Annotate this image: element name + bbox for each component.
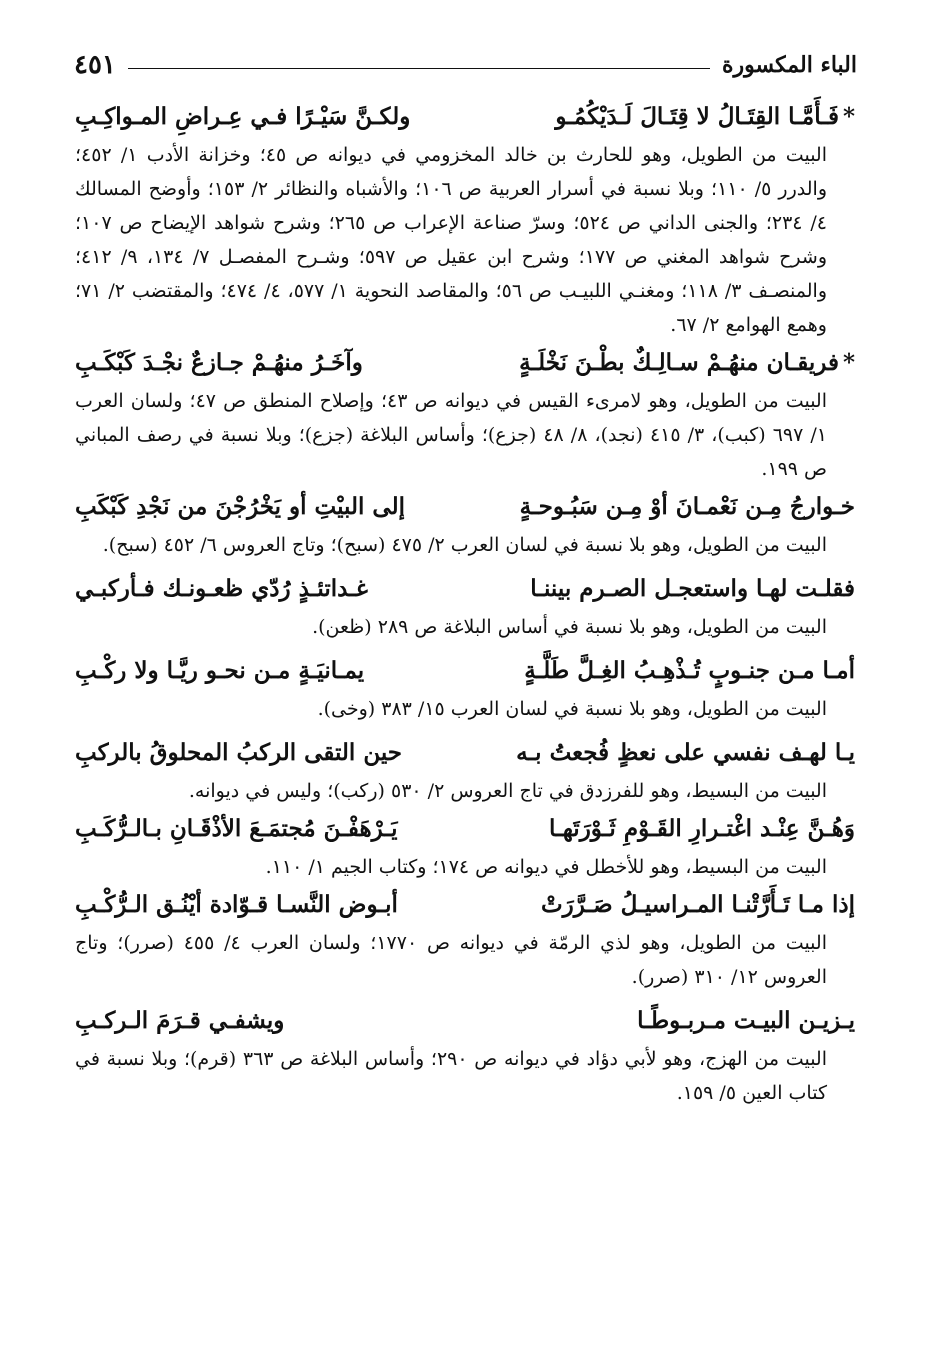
first-hemistich: فقلـت لهـا واستعجـل الصـرم بيننـا — [530, 575, 855, 602]
verse-line — [75, 650, 855, 692]
citation-note: البيت من البسيط، وهو للأخطل في ديوانه ص ١٧٤؛ وكتاب الجيم ١/ ١١٠. — [265, 856, 827, 878]
verse-star-marker: * — [842, 349, 855, 376]
verse-line — [75, 96, 855, 138]
first-hemistich: إذا مـا تَـأَرَّتْنـا المـراسيـلُ صَـرَّرَتْ — [540, 891, 855, 918]
first-hemistich: يـا لهـف نفسي على نعظٍ فُجعتُ بـه — [516, 739, 855, 766]
verse-entry — [75, 884, 855, 994]
citation-note: البيت من البسيط، وهو للفرزدق في تاج العروس ٢/ ٥٣٠ (ركب)؛ وليس في ديوانه. — [188, 780, 827, 802]
verse-line — [75, 884, 855, 926]
first-hemistich — [555, 96, 855, 138]
verse-entry — [75, 486, 855, 562]
page-content — [75, 96, 855, 1110]
verse-entry — [75, 96, 855, 342]
second-hemistich: حين التقى الركبُ المحلوقُ بالركبِ — [75, 739, 402, 766]
verse-line — [75, 568, 855, 610]
verse-line — [75, 808, 855, 850]
first-hemistich: خـوارجُ مِـن نَعْمـانَ أوْ مِـن سَبُـوحـةٍ — [519, 493, 855, 520]
second-hemistich: يمـانيَـةٍ مـن نحـو ريَّـا ولا ركْـبِ — [75, 657, 365, 684]
verse-line — [75, 732, 855, 774]
verse-entry — [75, 568, 855, 644]
verse-entry — [75, 650, 855, 726]
second-hemistich: يَـرْهَفْـنَ مُجتمَـعَ الأذْقَـانِ بـالـرُّكَـبِ — [75, 815, 398, 842]
second-hemistich: ويشفـي قـرَمَ الـركـبِ — [75, 1007, 285, 1034]
verse-line — [75, 342, 855, 384]
verse-entry — [75, 1000, 855, 1110]
verse-entry — [75, 342, 855, 486]
first-hemistich: وَهُـنَّ عِنْـد اغْتـرارِ القَـوْمِ ثَـوْرَتَهـا — [548, 815, 855, 842]
second-hemistich: ولكـنَّ سَيْـرًا فـي عِـراضِ المـواكِـبِ — [75, 103, 411, 130]
citation-note: البيت من الطويل، وهو لذي الرمّة في ديوانه ص ١٧٧٠؛ ولسان العرب ٤/ ٤٥٥ (صرر)؛ وتاج العروس ١٢/ ٣١٠ (صرر). — [75, 932, 827, 988]
verse-entry — [75, 808, 855, 884]
second-hemistich: إلى البيْتِ أو يَخْرُجْنَ من نَجْدِ كَبْكَبِ — [75, 493, 405, 520]
second-hemistich: غـداتئـذٍ رُدّي ظعـونـك فـأركبـي — [75, 575, 368, 602]
first-hemistich: يـزيـن البيـت مـربـوطًـا — [637, 1007, 855, 1034]
citation-note: البيت من الطويل، وهو بلا نسبة في لسان العرب ١٥/ ٣٨٣ (وخى). — [317, 698, 827, 720]
first-hemistich: أمـا مـن جنـوبٍ تُـذْهِـبُ الغِـلَّ طَلَّـةٍ — [524, 657, 855, 684]
page-header — [74, 44, 857, 86]
citation-note: البيت من الهزج، وهو لأبي دؤاد في ديوانه ص ٢٩٠؛ وأساس البلاغة ص ٣٦٣ (قرم)؛ وبلا نسبة في كتاب العين ٥/ ١٥٩. — [75, 1048, 827, 1104]
citation-note: البيت من الطويل، وهو لامرىء القيس في ديوانه ص ٤٣؛ وإصلاح المنطق ص ٤٧؛ ولسان العرب ١/ ٦٩٧ (كبب)، ٣/ ٤١٥ (نجد)، ٨/ ٤٨ (جزع)؛ وأساس البلاغة (جزع)؛ وبلا نسبة في رصف المباني ص ١٩٩. — [75, 390, 827, 480]
header-rule — [128, 68, 710, 69]
verse-entry — [75, 732, 855, 808]
verse-star-marker: * — [842, 103, 855, 130]
citation-note: البيت من الطويل، وهو بلا نسبة في لسان العرب ٢/ ٤٧٥ (سبح)؛ وتاج العروس ٦/ ٤٥٢ (سبح). — [102, 534, 827, 556]
first-hemistich — [519, 342, 855, 384]
verse-line — [75, 1000, 855, 1042]
citation-note: البيت من الطويل، وهو للحارث بن خالد المخزومي في ديوانه ص ٤٥؛ وخزانة الأدب ١/ ٤٥٢؛ والدرر ٥/ ١١٠؛ وبلا نسبة في أسرار العربية ص ١٠٦؛ والأشباه والنظائر ٢/ ١٥٣؛ وأوضح المسالك ٤/ ٢٣٤؛ والجنى الداني ص ٥٢٤؛ وسرّ صناعة الإعراب ص ٢٦٥؛ وشرح شواهد الإيضاح ص ١٠٧؛ وشرح شواهد المغني ص ١٧٧؛ وشرح ابن عقيل ص ٥٩٧؛ وشـرح المفصـل ٧/ ١٣٤، ٩/ ٤١٢؛ والمنصـف ٣/ ١١٨؛ ومغنـي اللبيـب ص ٥٦؛ والمقاصد النحوية ١/ ٥٧٧، ٤/ ٤٧٤؛ والمقتضب ٢/ ٧١؛ وهمع الهوامع ٢/ ٦٧. — [75, 144, 828, 336]
page-number: ٤٥١ — [74, 50, 116, 80]
verse-line — [75, 486, 855, 528]
first-hemistich-text: فَـأَمَّـا القِتَـالُ لا قِتَـالَ لَـدَيْكُمُـو — [555, 103, 839, 130]
second-hemistich: وآخَـرُ منهُـمْ جـازعٌ نجْـدَ كَبْكَـبِ — [75, 349, 363, 376]
first-hemistich-text: فريقـان منهُـمْ سـالِـكٌ بطْـنَ نَخْلَـةٍ — [519, 349, 839, 376]
second-hemistich: أبـوض النَّسـا قـوّادة أيْنُـق الـرُّكْـبِ — [75, 891, 398, 918]
citation-note: البيت من الطويل، وهو بلا نسبة في أساس البلاغة ص ٢٨٩ (ظعن). — [312, 616, 827, 638]
running-title: الباء المكسورة — [722, 52, 857, 78]
